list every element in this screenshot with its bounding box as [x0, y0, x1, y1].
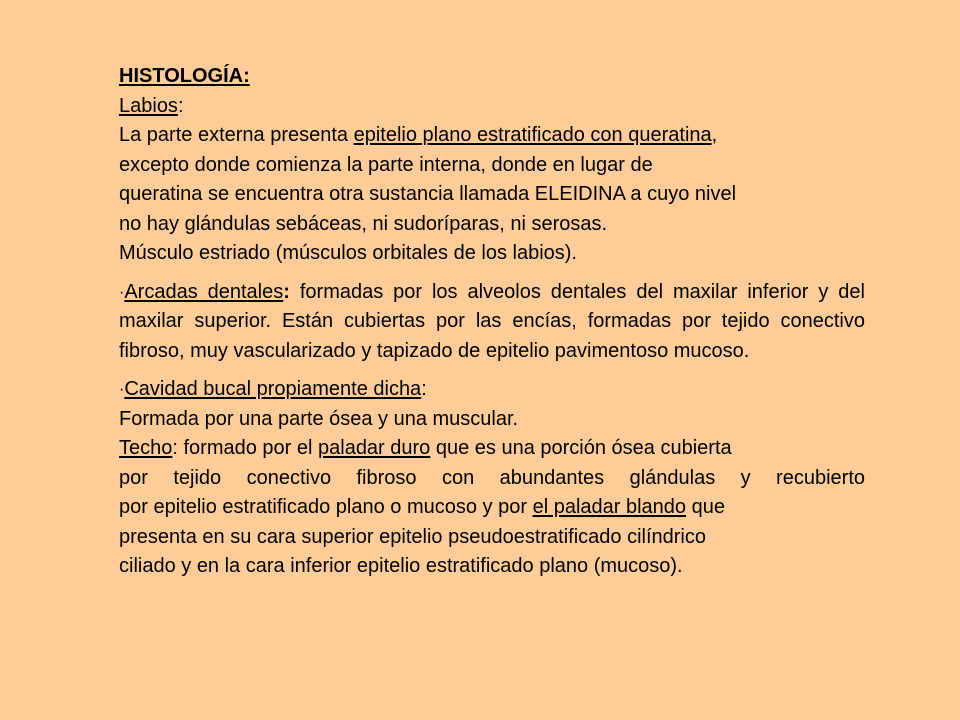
paladar-duro-term: paladar duro — [318, 437, 431, 459]
labios-line-1-pre: La parte externa presenta — [119, 124, 354, 146]
cavidad-title-line — [119, 375, 865, 405]
bullet-icon: · — [119, 381, 125, 398]
bullet-icon: · — [119, 283, 125, 301]
labios-line-3: queratina se encuentra otra sustancia llamada ELEIDINA a cuyo nivel — [119, 183, 737, 205]
arcadas-text: formadas por los alveolos dentales del maxilar inferior y del maxilar superior. Están cubiertas por las encías, formadas por tejido conectivo fibroso, muy vascularizado y tapizado de epitelio pavimentoso mucoso. — [119, 280, 865, 362]
techo-text-1: : formado por el — [172, 437, 318, 459]
cavidad-label: Cavidad bucal propiamente dicha — [124, 378, 422, 400]
paladar-blando-term: el paladar blando — [532, 496, 687, 518]
techo-text-2: que es una porción ósea cubierta — [430, 437, 732, 459]
cavidad-line-5-pre: por epitelio estratificado plano o mucoso y por — [119, 496, 533, 518]
cavidad-line-5 — [119, 493, 865, 523]
arcadas-section — [119, 278, 865, 367]
labios-line-5: Músculo estriado (músculos orbitales de los labios). — [119, 242, 577, 264]
cavidad-line-4: por tejido conectivo fibroso con abundantes glándulas y recubierto — [119, 466, 865, 489]
cavidad-line-7: ciliado y en la cara inferior epitelio estratificado plano (mucoso). — [119, 555, 683, 577]
labios-colon: : — [177, 94, 184, 117]
epitelio-queratina-term: epitelio plano estratificado con queratina — [353, 124, 712, 146]
cavidad-line-6: presenta en su cara superior epitelio pseudoestratificado cilíndrico — [119, 525, 707, 548]
labios-line-2: excepto donde comienza la parte interna, donde en lugar de — [119, 153, 653, 176]
labios-section — [119, 62, 865, 269]
techo-line — [119, 434, 865, 464]
arcadas-label: Arcadas dentales — [124, 280, 284, 303]
cavidad-colon: : — [421, 378, 427, 400]
cavidad-line-5-post: que — [686, 496, 725, 518]
labios-line-1 — [119, 121, 865, 151]
cavidad-line-2: Formada por una parte ósea y una muscular. — [119, 407, 519, 430]
techo-label: Techo — [119, 437, 173, 459]
arcadas-colon: : — [283, 280, 290, 303]
labios-line-4: no hay glándulas sebáceas, ni sudoríparas, ni serosas. — [119, 212, 608, 235]
labios-line-1-post: , — [711, 124, 718, 146]
heading: HISTOLOGÍA: — [119, 65, 250, 87]
labios-label: Labios — [119, 94, 178, 117]
cavidad-section — [119, 375, 865, 582]
slide-content — [119, 62, 865, 582]
arcadas-paragraph — [119, 278, 865, 367]
